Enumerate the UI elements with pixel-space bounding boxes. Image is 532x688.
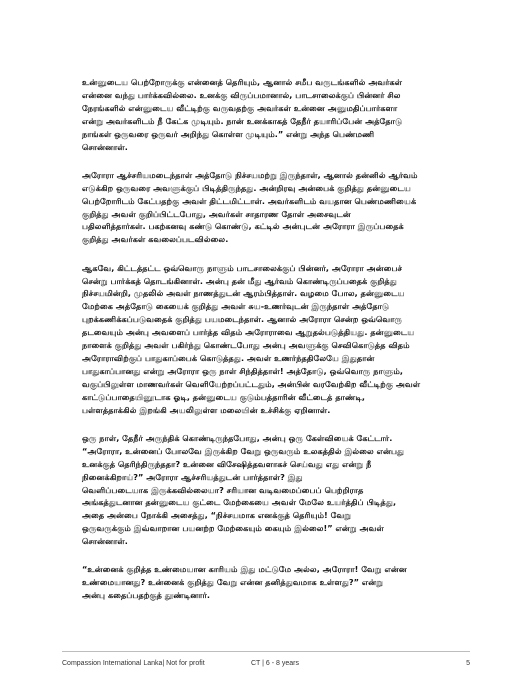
text-line: ஒரு நாள், தேநீர் அருந்திக் கொண்டிருந்தபோது, அன்பு ஒரு கேள்வியைக் கேட்டார். [82,432,393,443]
text-line: அரோராவிற்குப் பாதுகாப்பைக் கொடுத்தது. அவள் உணர்ந்ததிலேயே இதுதான் [82,353,375,363]
text-line: பள்ளத்தாக்கில் இறங்கி அயலிலுள்ள மலையின் உச்சிக்கு ஏறினாள். [82,404,331,415]
text-line: அங்கத்துடனான தன்னுடைய குட்டை மேற்கையை அவள் மேலே உயர்த்திப் பிடித்து, [82,497,397,508]
text-line: வெளிப்படையாக இருக்கவில்லையா? சரியான வடிவமைப்பைப் பெற்றிராத [82,484,364,495]
text-line: குறித்து அவர்கள் கவலைப்படவில்லை. [82,234,229,245]
text-line: பதிலளித்தார்கள். பகற்கனவு கண்டு கொண்டு, கட்டில் அன்புடன் அரோரா இருப்பதைக் [82,221,404,232]
footer-divider [62,651,470,652]
paragraph-3 [82,262,466,417]
text-line: பாதுகாப்பானது என்று அரோரா ஒரு நாள் சிந்தித்தாள்! அத்தோடு, ஒவ்வொரு நாளும், [82,365,404,376]
text-line: குறித்து அவள் குறிப்பிட்டபோது, அவர்கள் சாதாரண தோள் அசைவுடன் [82,208,351,219]
text-line: நேரங்களில் என்னுடைய வீட்டிற்கு வருவதற்கு அவர்கள் உன்னை அனுமதிப்பார்களா [82,102,398,113]
text-line: ஆகவே, கிட்டத்தட்ட ஒவ்வொரு நாளும் பாடசாலைக்குப் பின்னர், அரோரா அன்பைச் [82,262,403,273]
paragraph-1 [82,76,466,153]
text-line: என்று அவர்களிடம் நீ கேட்க முடியும். நான் உனக்காகத் தேநீர் தயாரிப்பேன் அத்தோடு [82,115,403,126]
text-line: எடுக்கிற ஒருவரை அவளுக்குப் பிடித்திருந்தது. அன்றிரவு அன்பைக் குறித்து தன்னுடைய [82,182,411,193]
text-line: அரோரா ஆச்சரியமடைந்தாள் அத்தோடு நிச்சயமற்று இருந்தாள், ஆனால் தன்னில் ஆர்வம் [82,169,418,180]
text-line: நினைக்கிறாய்?” அரோரா ஆச்சரியத்துடன் பார்த்தாள்? இது [82,471,303,482]
text-line: புறக்கணிக்கப்படுவதைக் குறித்து பயமடைந்தாள். ஆனால் அரோரா சென்ற ஒவ்வொரு [82,314,403,325]
footer-organization: Compassion International Lanka| Not for profit [62,660,205,667]
text-line: அன்பு கதைப்பதற்குத் தூண்டினார். [82,590,210,601]
paragraph-5 [82,563,466,602]
text-line: உன்னுடைய பெற்றோருக்கு என்னைத் தெரியும், ஆனால் சமீப வருடங்களில் அவர்கள் [82,77,403,87]
text-line: நாளைக் குறித்து அவள் பகிர்ந்து கொண்டபோது அன்பு அவளுக்கு செவிகொடுத்த விதம் [82,340,410,351]
text-line: ஒருவருக்கும் இவ்வாறான பயனற்ற மேற்கையும் கையும் இல்லை!” என்று அவள் [82,523,384,534]
text-line: பெற்றோரிடம் கேட்பதற்கு அவள் திட்டமிட்டாள். அவர்களிடம் வயதான பெண்மணியைக் [82,195,417,206]
text-line: அதை அன்பை நோக்கி அசைத்து, “நிச்சயமாக எனக்குத் தெரியும்! வேறு [82,510,352,521]
text-line: சென்று பார்க்கத் தொடங்கினாள். அன்பு தன் மீது ஆர்வம் கொண்டிருப்பதைக் குறித்து [82,275,397,286]
text-line: நிச்சயமின்றி, முதலில் அவள் நாணத்துடன் ஆரம்பித்தாள். வழமை போல, தன்னுடைய [82,288,405,299]
text-line: சொன்னாள். [82,141,128,152]
footer-age-group: CT | 6 - 8 years [251,660,299,667]
text-line: “அரோரா, உன்னைப் போலவே இருக்கிற வேறு ஒருவரும் உலகத்தில் இல்லை என்பது [82,445,405,456]
page-number: 5 [466,660,470,667]
text-line: நாங்கள் ஒருவரை ஒருவர் அறிந்து கொள்ள முடியும்.” என்று அந்த பெண்மணி [82,128,375,139]
text-line: தடவையும் அன்பு அவளைப் பார்த்த விதம் அரோராவை ஆறுதல்படுத்தியது. தன்னுடைய [82,327,415,338]
text-line: வகுப்பிலுள்ள மாணவர்கள் வெளியேற்றப்பட்டதும், அன்பின் வரவேற்கிற வீட்டிற்கு அவள் [82,378,421,389]
text-line: உண்மையானது? உன்னைக் குறித்து வேறு என்ன தனித்துவமாக உள்ளது?” என்று [82,577,384,588]
text-line: “உன்னைக் குறித்த உண்மையான காரியம் இது மட்டுமே அல்ல, அரோரா! வேறு என்ன [82,564,407,575]
text-line: உனக்குத் தெரிந்திருந்ததா? உன்னை விசேஷித்தவளாகச் செய்வது எது என்று நீ [82,458,372,469]
text-line: என்னை வந்து பார்க்கவில்லை. உனக்கு விருப்பமானால், பாடசாலைக்குப் பின்னர் சில [82,89,401,100]
text-line: சொன்னாள். [82,536,128,547]
paragraph-2 [82,169,466,246]
text-line: மேற்கை அத்தோடு கையைக் குறித்து அவள் சுய-உணர்வுடன் இருந்தாள் அத்தோடு [82,301,390,312]
page-footer [62,660,470,672]
paragraph-4 [82,432,466,548]
text-line: காட்டுப்பாதையினூடாக ஓடி, தன்னுடைய குடும்பத்தாரின் வீட்டைத் தாண்டி, [82,391,366,402]
body-text [82,76,466,618]
